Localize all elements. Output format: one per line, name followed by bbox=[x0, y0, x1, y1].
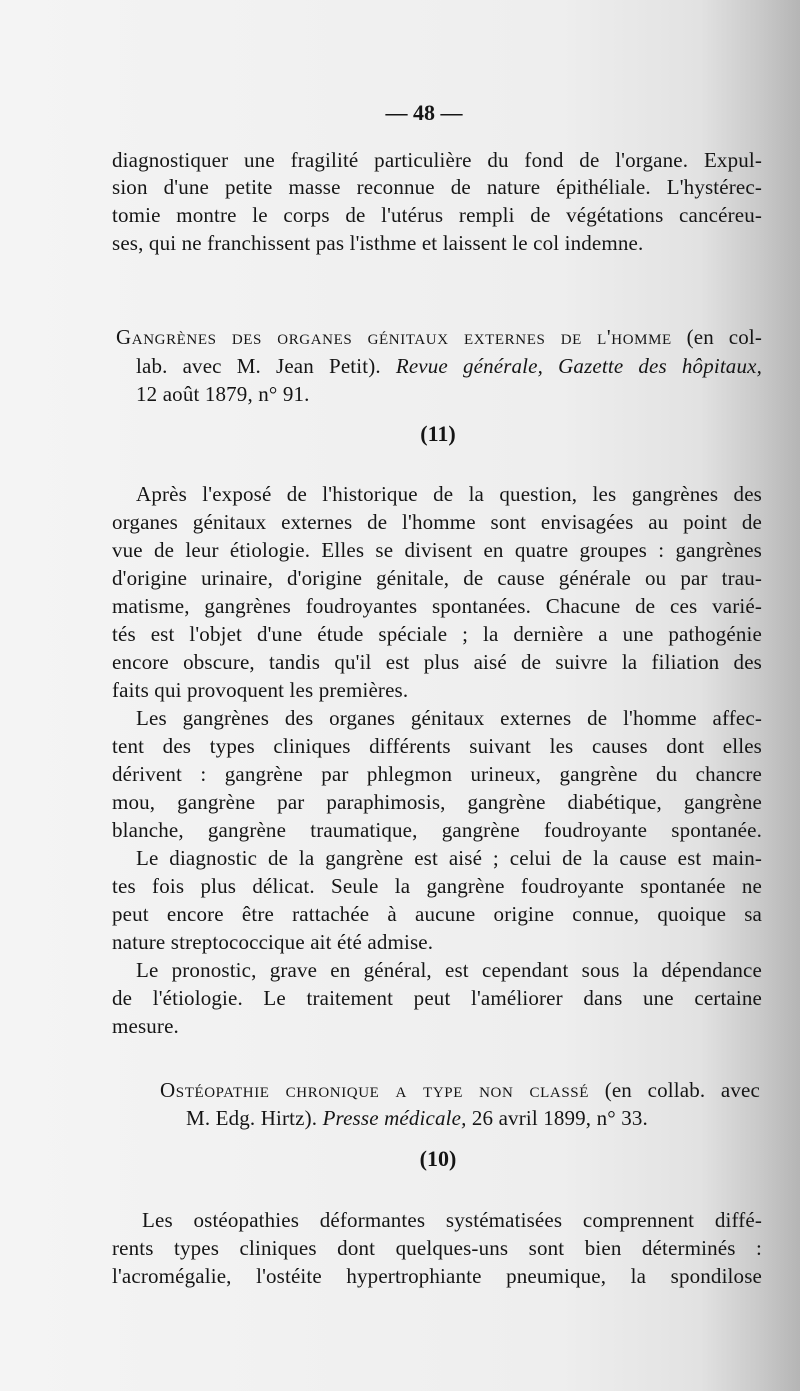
body-line: encore obscure, tandis qu'il est plus aisé de suivre la filiation des bbox=[112, 650, 762, 674]
reference-journal: Revue générale, Gazette des hôpitaux, bbox=[395, 354, 762, 378]
body-line: l'acromégalie, l'ostéite hypertrophiante pneumique, la spondilose bbox=[112, 1264, 762, 1288]
body-line: rents types cliniques dont quelques-uns sont bien déterminés : bbox=[112, 1236, 762, 1260]
body-line: tent des types cliniques différents suivant les causes dont elles bbox=[112, 734, 762, 758]
reference-title: Ostéopathie chronique a type non classé bbox=[160, 1078, 589, 1102]
body-line: tes fois plus délicat. Seule la gangrène foudroyante spontanée ne bbox=[112, 874, 762, 898]
body-line: Le pronostic, grave en général, est cependant sous la dépendance bbox=[136, 958, 762, 982]
body-line: dérivent : gangrène par phlegmon urineux, gangrène du chancre bbox=[112, 762, 762, 786]
body-line: organes génitaux externes de l'homme sont envisagées au point de bbox=[112, 510, 762, 534]
reference-date: 12 août 1879, n° 91. bbox=[136, 382, 310, 406]
body-line: Après l'exposé de l'historique de la question, les gangrènes des bbox=[136, 482, 762, 506]
intro-line: sion d'une petite masse reconnue de nature épithéliale. L'hystérec- bbox=[112, 175, 762, 199]
body-line: faits qui provoquent les premières. bbox=[112, 678, 409, 702]
body-line: vue de leur étiologie. Elles se divisent en quatre groupes : gangrènes bbox=[112, 538, 762, 562]
reference-heading bbox=[186, 1105, 648, 1131]
reference-text: M. Edg. Hirtz). bbox=[186, 1106, 318, 1130]
reference-text: lab. avec M. Jean Petit). bbox=[136, 354, 381, 378]
body-line: peut encore être rattachée à aucune origine connue, quoique sa bbox=[112, 902, 762, 926]
body-line: mou, gangrène par paraphimosis, gangrène diabétique, gangrène bbox=[112, 790, 762, 814]
reference-journal: Presse médicale, bbox=[322, 1106, 467, 1130]
reference-number: (11) bbox=[420, 421, 456, 446]
intro-line: ses, qui ne franchissent pas l'isthme et laissent le col indemne. bbox=[112, 231, 644, 255]
body-line: mesure. bbox=[112, 1014, 179, 1038]
body-line: de l'étiologie. Le traitement peut l'améliorer dans une certaine bbox=[112, 986, 762, 1010]
body-line: Les gangrènes des organes génitaux externes de l'homme affec- bbox=[136, 706, 762, 730]
reference-date: 26 avril 1899, n° 33. bbox=[471, 1106, 648, 1130]
body-line: Les ostéopathies déformantes systématisées comprennent diffé- bbox=[142, 1208, 762, 1232]
reference-title: Gangrènes des organes génitaux externes de l'homme bbox=[116, 325, 672, 349]
body-line: Le diagnostic de la gangrène est aisé ; celui de la cause est main- bbox=[136, 846, 762, 870]
reference-heading bbox=[136, 353, 762, 379]
reference-text: (en col- bbox=[686, 325, 762, 349]
reference-heading bbox=[116, 324, 762, 350]
reference-text: (en collab. avec bbox=[604, 1078, 760, 1102]
body-line: blanche, gangrène traumatique, gangrène foudroyante spontanée. bbox=[112, 818, 762, 842]
body-line: nature streptococcique ait été admise. bbox=[112, 930, 434, 954]
page-number: — 48 — bbox=[385, 100, 463, 125]
intro-line: diagnostiquer une fragilité particulière du fond de l'organe. Expul- bbox=[112, 148, 762, 172]
reference-heading bbox=[160, 1077, 760, 1103]
body-line: d'origine urinaire, d'origine génitale, de cause générale ou par trau- bbox=[112, 566, 762, 590]
intro-line: tomie montre le corps de l'utérus rempli de végétations cancéreu- bbox=[112, 203, 762, 227]
body-line: tés est l'objet d'une étude spéciale ; la dernière a une pathogénie bbox=[112, 622, 762, 646]
body-line: matisme, gangrènes foudroyantes spontanées. Chacune de ces varié- bbox=[112, 594, 762, 618]
reference-number: (10) bbox=[419, 1146, 457, 1171]
